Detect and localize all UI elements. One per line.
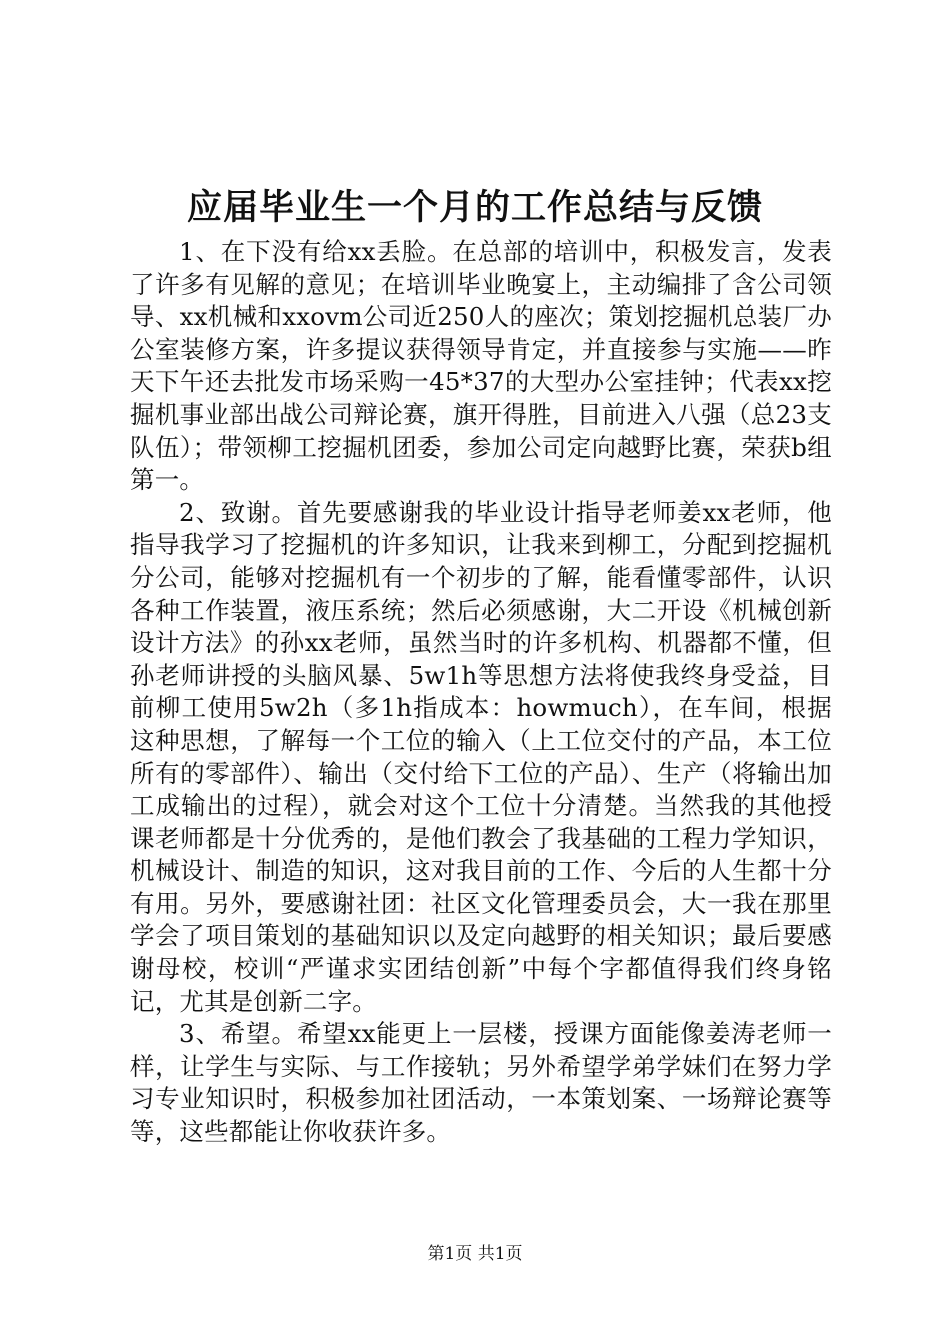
page-footer: 第1页 共1页 bbox=[427, 1244, 523, 1264]
paragraph-1: 1、在下没有给xx丢脸。在总部的培训中，积极发言，发表了许多有见解的意见；在培训毕业晚宴上，主动编排了含公司领导、xx机械和xxovm公司近250人的座次；策划挖掘机总装厂办公室装修方案，许多提议获得领导肯定，并直接参与实施——昨天下午还去批发市场采购一45*37的大型办公室挂钟；代表xx挖掘机事业部出战公司辩论赛，旗开得胜，目前进入八强（总23支队伍）；带领柳工挖掘机团委，参加公司定向越野比赛，荣获b组第一。 bbox=[130, 237, 832, 495]
paragraph-3: 3、希望。希望xx能更上一层楼，授课方面能像姜涛老师一样，让学生与实际、与工作接轨；另外希望学弟学妹们在努力学习专业知识时，积极参加社团活动，一本策划案、一场辩论赛等等，这些都能让你收获许多。 bbox=[130, 1019, 832, 1147]
paragraph-2: 2、致谢。首先要感谢我的毕业设计指导老师姜xx老师，他指导我学习了挖掘机的许多知识，让我来到柳工，分配到挖掘机分公司，能够对挖掘机有一个初步的了解，能看懂零部件，认识各种工作装置，液压系统；然后必须感谢，大二开设《机械创新设计方法》的孙xx老师，虽然当时的许多机构、机器都不懂，但孙老师讲授的头脑风暴、5w1h等思想方法将使我终身受益，目前柳工使用5w2h（多1h指成本：howmuch），在车间，根据这种思想，了解每一个工位的输入（上工位交付的产品，本工位所有的零部件）、输出（交付给下工位的产品）、生产（将输出加工成输出的过程），就会对这个工位十分清楚。当然我的其他授课老师都是十分优秀的，是他们教会了我基础的工程力学知识，机械设计、制造的知识，这对我目前的工作、今后的人生都十分有用。另外，要感谢社团：社区文化管理委员会，大一我在那里学会了项目策划的基础知识以及定向越野的相关知识；最后要感谢母校，校训“严谨求实团结创新”中每个字都值得我们终身铭记，尤其是创新二字。 bbox=[130, 497, 832, 1016]
document-title: 应届毕业生一个月的工作总结与反馈 bbox=[186, 187, 763, 228]
document-body bbox=[130, 236, 832, 1149]
